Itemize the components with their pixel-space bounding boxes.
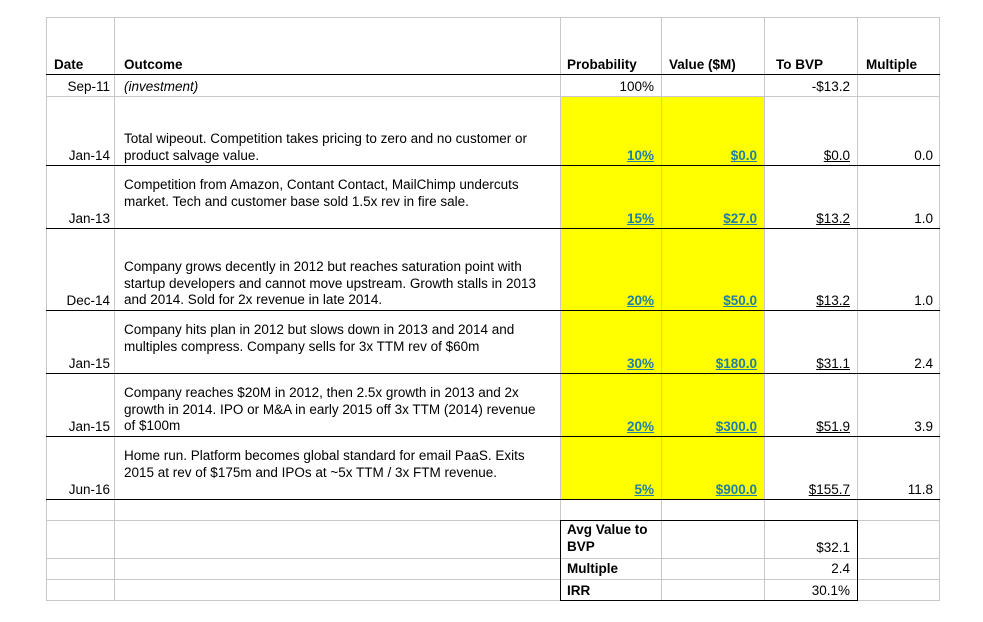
header-outcome: Outcome (124, 57, 183, 72)
header-value: Value ($M) (669, 57, 736, 72)
row-outcome: Company hits plan in 2012 but slows down in 2013 and 2014 and multiples compress. Company sells for 3x TTM rev of $60m (124, 322, 515, 354)
row-probability: 5% (634, 482, 654, 497)
row-probability: 15% (626, 211, 654, 226)
row-multiple: 2.4 (914, 356, 933, 371)
row-value: $180.0 (715, 356, 757, 371)
row-date: Jun-16 (68, 482, 110, 497)
row-to-bvp: $51.9 (816, 419, 850, 434)
summary-irr-label: IRR (567, 583, 591, 598)
row-value: $27.0 (723, 211, 757, 226)
header-multiple: Multiple (866, 57, 917, 72)
investment-outcome: (investment) (124, 79, 199, 94)
row-to-bvp: $13.2 (816, 293, 850, 308)
row-multiple: 0.0 (914, 148, 933, 163)
summary-avg-value-label: Avg Value to BVP (567, 522, 648, 554)
row-date: Jan-13 (68, 211, 110, 226)
row-multiple: 1.0 (914, 211, 933, 226)
row-to-bvp: $31.1 (816, 356, 850, 371)
row-probability: 30% (626, 356, 654, 371)
header-date: Date (54, 57, 84, 72)
row-outcome: Total wipeout. Competition takes pricing to zero and no customer or product salvage value. (124, 131, 527, 163)
row-to-bvp: $13.2 (816, 211, 850, 226)
row-outcome: Company reaches $20M in 2012, then 2.5x growth in 2013 and 2x growth in 2014. IPO or M&A in early 2015 off 3x TTM (2014) revenue of $100m (124, 385, 536, 433)
row-outcome: Competition from Amazon, Contant Contact, MailChimp undercuts market. Tech and customer base sold 1.5x rev in fire sale. (124, 177, 519, 209)
row-to-bvp: $0.0 (823, 148, 850, 163)
investment-probability: 100% (619, 79, 654, 94)
row-to-bvp: $155.7 (808, 482, 850, 497)
row-value: $900.0 (715, 482, 757, 497)
header-to-bvp: To BVP (776, 57, 823, 72)
summary-multiple-label: Multiple (567, 561, 618, 576)
row-outcome: Home run. Platform becomes global standard for email PaaS. Exits 2015 at rev of $175m and IPOs at ~5x TTM / 3x FTM revenue. (124, 448, 525, 480)
summary-avg-value: $32.1 (816, 540, 850, 555)
row-multiple: 1.0 (914, 293, 933, 308)
row-probability: 20% (626, 419, 654, 434)
row-outcome: Company grows decently in 2012 but reaches saturation point with startup developers and cannot move upstream. Growth stalls in 2013 and 2014. Sold for 2x revenue in late 2014. (124, 259, 536, 307)
summary-multiple: 2.4 (831, 561, 850, 576)
row-value: $300.0 (715, 419, 757, 434)
header-probability: Probability (567, 57, 637, 72)
row-date: Dec-14 (66, 293, 110, 308)
row-value: $0.0 (730, 148, 757, 163)
row-multiple: 3.9 (914, 419, 933, 434)
row-date: Jan-15 (68, 356, 110, 371)
summary-irr: 30.1% (811, 583, 850, 598)
row-probability: 20% (626, 293, 654, 308)
row-value: $50.0 (723, 293, 757, 308)
row-probability: 10% (626, 148, 654, 163)
row-date: Jan-15 (68, 419, 110, 434)
investment-date: Sep-11 (67, 79, 110, 94)
investment-to-bvp: -$13.2 (811, 79, 850, 94)
row-multiple: 11.8 (907, 482, 933, 497)
row-date: Jan-14 (68, 148, 110, 163)
